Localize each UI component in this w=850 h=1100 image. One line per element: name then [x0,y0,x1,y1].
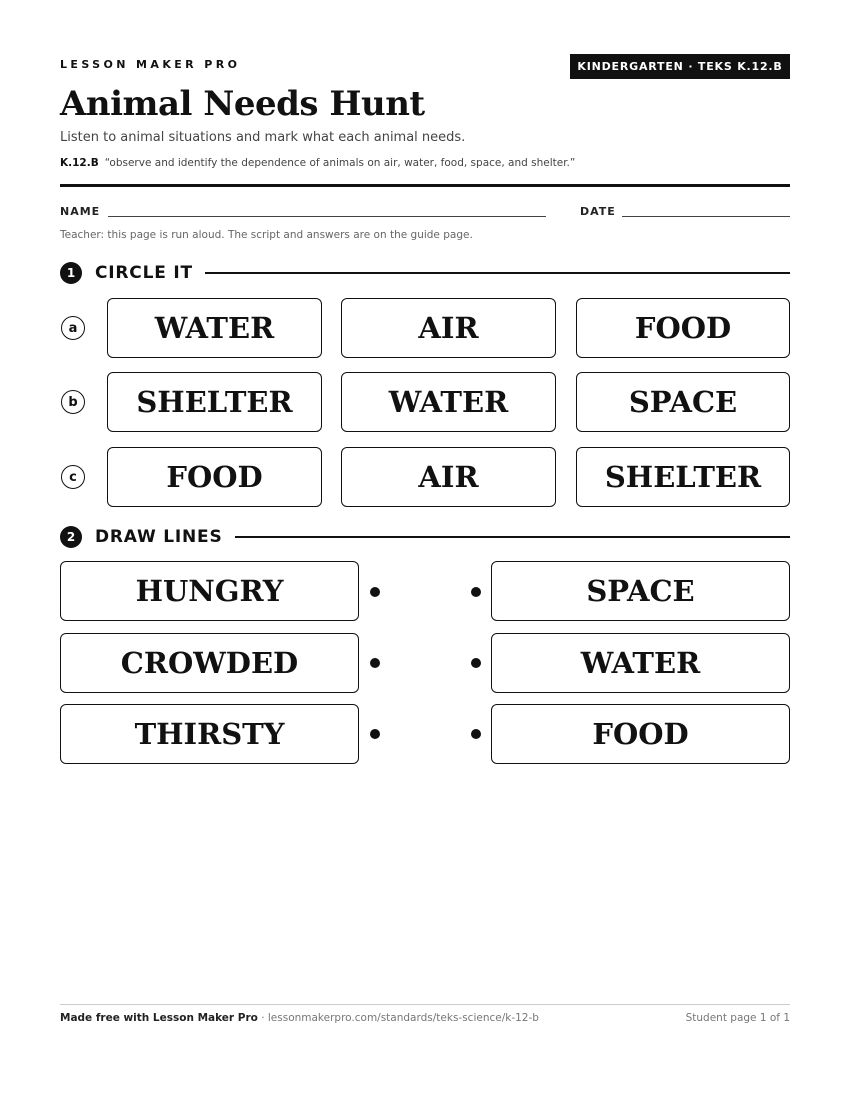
row-letter-c: c [61,465,85,489]
name-field[interactable] [108,216,546,217]
match-left-1[interactable]: HUNGRY [60,561,359,621]
section-title: DRAW LINES [95,527,223,547]
date-label: DATE [580,205,616,218]
option-b-3[interactable]: SPACE [576,372,790,432]
row-letter-a: a [61,316,85,340]
page-subtitle: Listen to animal situations and mark what each animal needs. [60,130,466,145]
section-number: 2 [60,526,82,548]
match-right-dot-2[interactable] [471,658,481,668]
match-right-3[interactable]: FOOD [491,704,790,764]
standard-code: K.12.B [60,157,99,169]
match-right-2[interactable]: WATER [491,633,790,693]
section-title: CIRCLE IT [95,263,193,283]
option-c-3[interactable]: SHELTER [576,447,790,507]
match-right-dot-1[interactable] [471,587,481,597]
match-left-2[interactable]: CROWDED [60,633,359,693]
match-right-dot-3[interactable] [471,729,481,739]
option-c-2[interactable]: AIR [341,447,556,507]
option-b-2[interactable]: WATER [341,372,556,432]
row-letter-b: b [61,390,85,414]
section-draw-lines-header [60,525,790,549]
header-divider [60,184,790,187]
option-a-1[interactable]: WATER [107,298,322,358]
footer-divider [60,1004,790,1005]
match-left-dot-1[interactable] [370,587,380,597]
match-left-3[interactable]: THIRSTY [60,704,359,764]
name-label: NAME [60,205,101,218]
footer-page-number: Student page 1 of 1 [685,1012,790,1024]
option-c-1[interactable]: FOOD [107,447,322,507]
teacher-note: Teacher: this page is run aloud. The script and answers are on the guide page. [60,229,473,241]
brand-name: LESSON MAKER PRO [60,58,241,71]
option-a-2[interactable]: AIR [341,298,556,358]
date-field[interactable] [622,216,790,217]
standard-text: “observe and identify the dependence of animals on air, water, food, space, and shelter.” [104,157,576,169]
section-rule [205,272,790,274]
section-rule [235,536,790,538]
section-number: 1 [60,262,82,284]
standard-line [60,157,575,169]
match-right-1[interactable]: SPACE [491,561,790,621]
footer-credit [60,1012,539,1024]
option-a-3[interactable]: FOOD [576,298,790,358]
option-b-1[interactable]: SHELTER [107,372,322,432]
match-left-dot-2[interactable] [370,658,380,668]
footer-url[interactable]: · lessonmakerpro.com/standards/teks-science/k-12-b [257,1012,539,1024]
match-left-dot-3[interactable] [370,729,380,739]
section-circle-it-header [60,261,790,285]
grade-badge: KINDERGARTEN · TEKS K.12.B [570,54,790,79]
footer-made-with: Made free with Lesson Maker Pro [60,1012,258,1024]
page-title: Animal Needs Hunt [60,84,425,124]
